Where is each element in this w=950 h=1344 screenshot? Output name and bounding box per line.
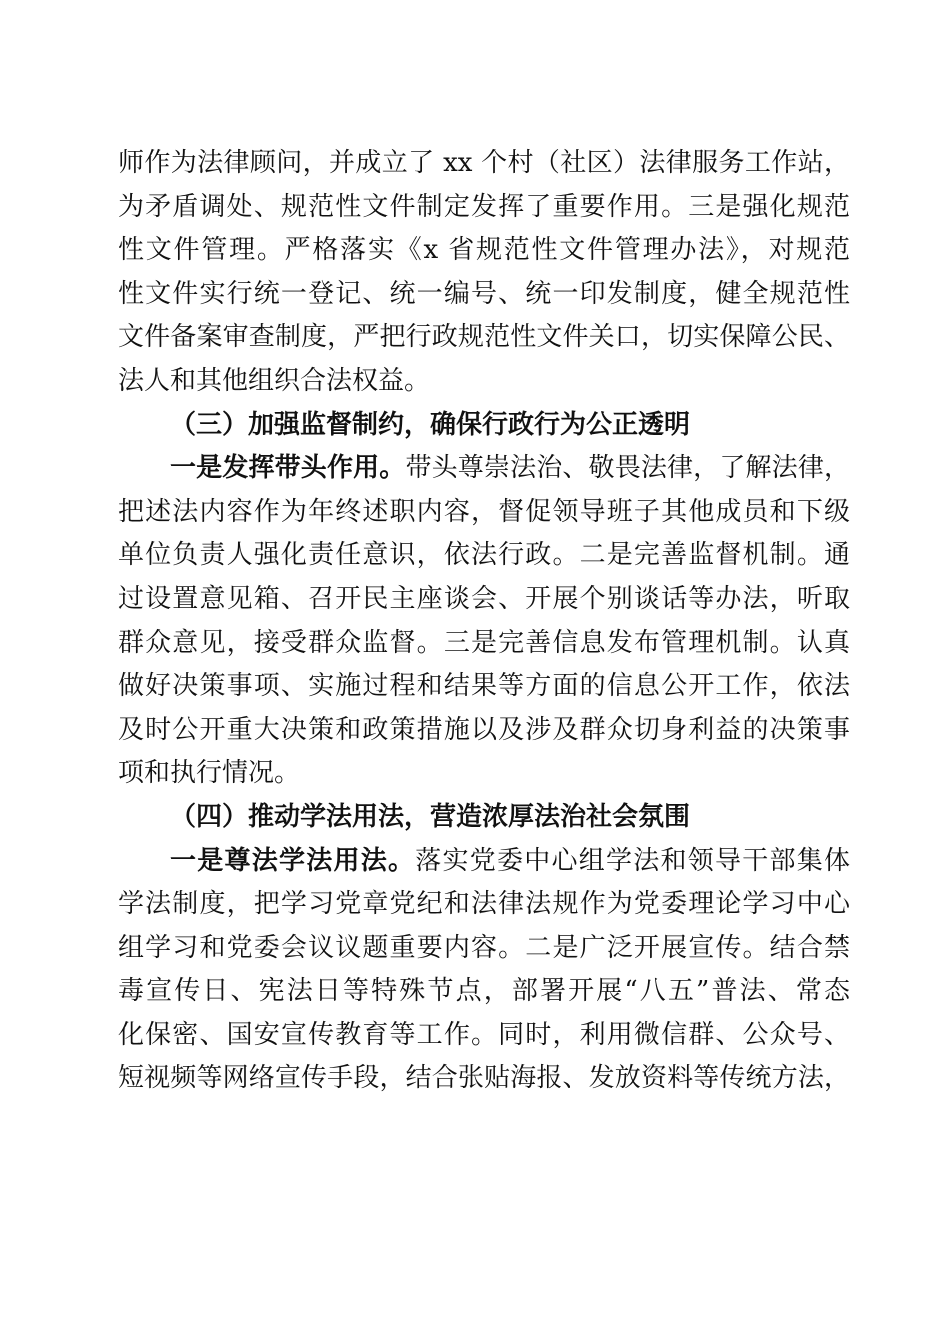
text-line: 单位负责人强化责任意识，依法行政。二是完善监督机制。通 [118,540,850,571]
text-line: 群众意见，接受群众监督。三是完善信息发布管理机制。认真 [118,627,850,658]
document-body [118,142,850,1101]
paragraph-law-study [118,840,850,1102]
text-line: 为矛盾调处、规范性文件制定发挥了重要作用。三是强化规范 [118,191,850,222]
text-line: 毒宣传日、宪法日等特殊节点，部署开展“八五”普法、常态 [118,976,850,1007]
text-line: 及时公开重大决策和政策措施以及涉及群众切身利益的决策事 [118,714,850,745]
paragraph-supervision [118,447,850,796]
text-line: 做好决策事项、实施过程和结果等方面的信息公开工作，依法 [118,671,850,702]
text-fragment: 落实党委中心组学法和领导干部集体 [415,845,850,876]
text-line: 化保密、国安宣传教育等工作。同时，利用微信群、公众号、 [118,1019,850,1050]
text-line: 学法制度，把学习党章党纪和法律法规作为党委理论学习中心 [118,889,850,920]
text-line: 组学习和党委会议议题重要内容。二是广泛开展宣传。结合禁 [118,932,850,963]
text-line: 师作为法律顾问，并成立了 xx 个村（社区）法律服务工作站， [118,148,850,178]
section-heading-4: （四）推动学法用法，营造浓厚法治社会氛围 [170,801,691,832]
lead-phrase: 一是发挥带头作用。 [170,453,406,484]
text-line: 把述法内容作为年终述职内容，督促领导班子其他成员和下级 [118,496,850,527]
lead-phrase: 一是尊法学法用法。 [170,845,416,876]
text-line: 过设置意见箱、召开民主座谈会、开展个别谈话等办法，听取 [118,583,850,614]
section-heading-3: （三）加强监督制约，确保行政行为公正透明 [170,409,691,440]
text-line: 法人和其他组织合法权益。 [118,365,431,396]
text-line: 文件备案审查制度，严把行政规范性文件关口，切实保障公民、 [118,322,850,353]
text-line [118,447,850,491]
text-fragment: 带头尊崇法治、敬畏法律，了解法律， [405,453,850,484]
text-line: 性文件管理。严格落实《x 省规范性文件管理办法》，对规范 [118,235,850,266]
text-line: 短视频等网络宣传手段，结合张贴海报、发放资料等传统方法， [118,1063,850,1094]
text-line: 性文件实行统一登记、统一编号、统一印发制度，健全规范性 [118,278,850,309]
paragraph-legal-services [118,142,850,404]
text-line [118,840,850,884]
text-line: 项和执行情况。 [118,758,301,789]
